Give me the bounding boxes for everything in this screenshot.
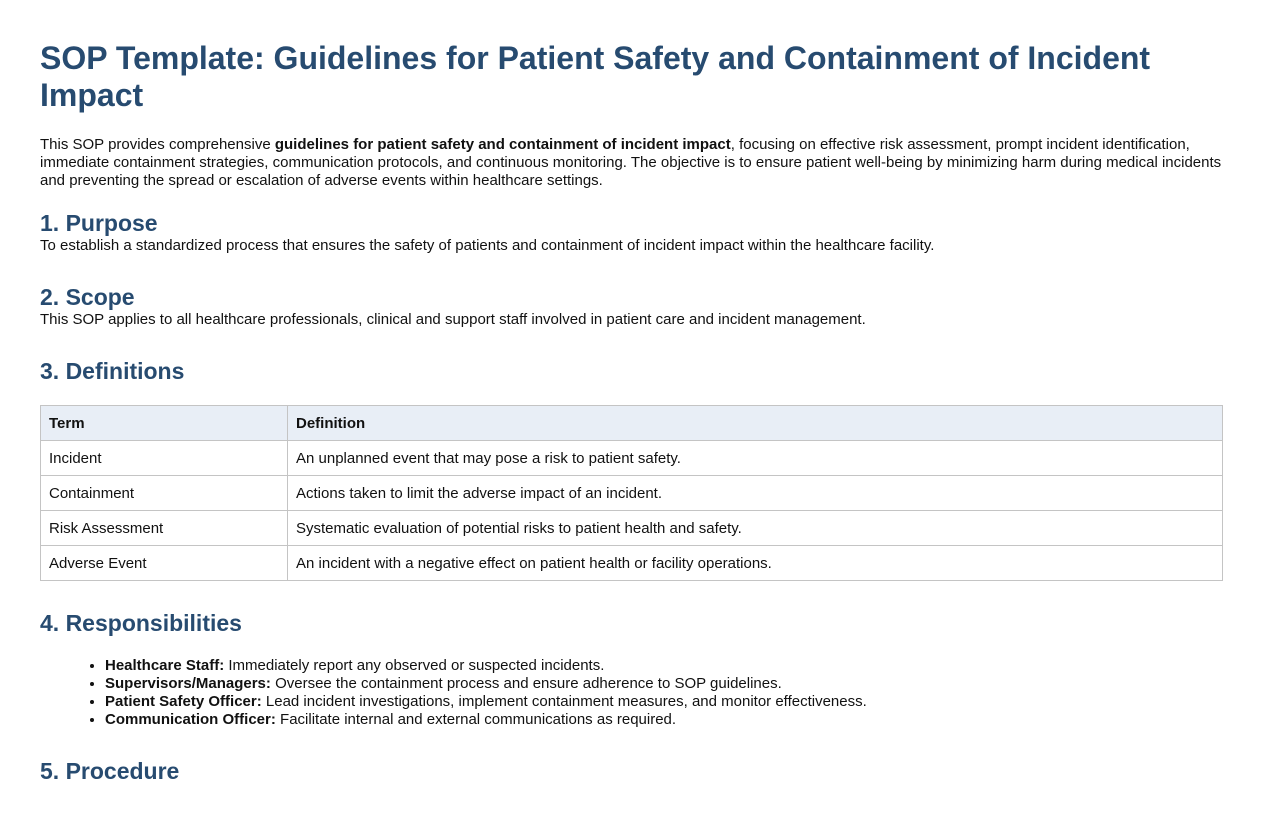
role-description: Facilitate internal and external communications as required. — [275, 711, 677, 728]
intro-text-after: , focusing on effective risk assessment, prompt incident identification, immediate containment strategies, communication protocols, and continuous monitoring. The objective is to ensure patient well-being by minimizing harm during medical incidents and preventing the spread or escalation of adverse events within healthcare settings. — [40, 136, 1222, 189]
responsibilities-heading: 4. Responsibilities — [40, 610, 242, 636]
table-row — [41, 476, 1223, 511]
term-cell: Incident — [41, 441, 288, 476]
definitions-table — [40, 405, 1223, 581]
table-header-row — [41, 406, 1223, 441]
scope-heading: 2. Scope — [40, 284, 135, 310]
role-label: Healthcare Staff: — [105, 657, 225, 674]
role-label: Patient Safety Officer: — [105, 693, 262, 710]
definition-cell: An incident with a negative effect on patient health or facility operations. — [288, 546, 1223, 581]
role-description: Oversee the containment process and ensure adherence to SOP guidelines. — [270, 675, 782, 692]
intro-text-bold: guidelines for patient safety and containment of incident impact — [274, 136, 731, 153]
purpose-text: To establish a standardized process that ensures the safety of patients and containment of incident impact within the healthcare facility. — [40, 237, 935, 254]
list-item — [105, 675, 1223, 693]
column-header-term: Term — [41, 406, 288, 441]
scope-text: This SOP applies to all healthcare professionals, clinical and support staff involved in patient care and incident management. — [40, 311, 866, 328]
definition-cell: An unplanned event that may pose a risk to patient safety. — [288, 441, 1223, 476]
procedure-heading: 5. Procedure — [40, 758, 180, 784]
definitions-heading: 3. Definitions — [40, 358, 185, 384]
term-cell: Risk Assessment — [41, 511, 288, 546]
table-row — [41, 441, 1223, 476]
list-item — [105, 711, 1223, 729]
page-title: SOP Template: Guidelines for Patient Safety and Containment of Incident Impact — [40, 40, 1151, 113]
column-header-definition: Definition — [288, 406, 1223, 441]
intro-text-before: This SOP provides comprehensive — [40, 136, 275, 153]
responsibilities-list — [40, 657, 1223, 729]
definition-cell: Actions taken to limit the adverse impact of an incident. — [288, 476, 1223, 511]
list-item — [105, 693, 1223, 711]
role-description: Lead incident investigations, implement containment measures, and monitor effectiveness. — [261, 693, 867, 710]
role-description: Immediately report any observed or suspected incidents. — [224, 657, 605, 674]
definition-cell: Systematic evaluation of potential risks to patient health and safety. — [288, 511, 1223, 546]
table-row — [41, 511, 1223, 546]
table-row — [41, 546, 1223, 581]
role-label: Communication Officer: — [105, 711, 276, 728]
purpose-heading: 1. Purpose — [40, 210, 158, 236]
list-item — [105, 657, 1223, 675]
role-label: Supervisors/Managers: — [105, 675, 271, 692]
intro-paragraph — [40, 136, 1223, 190]
term-cell: Containment — [41, 476, 288, 511]
term-cell: Adverse Event — [41, 546, 288, 581]
